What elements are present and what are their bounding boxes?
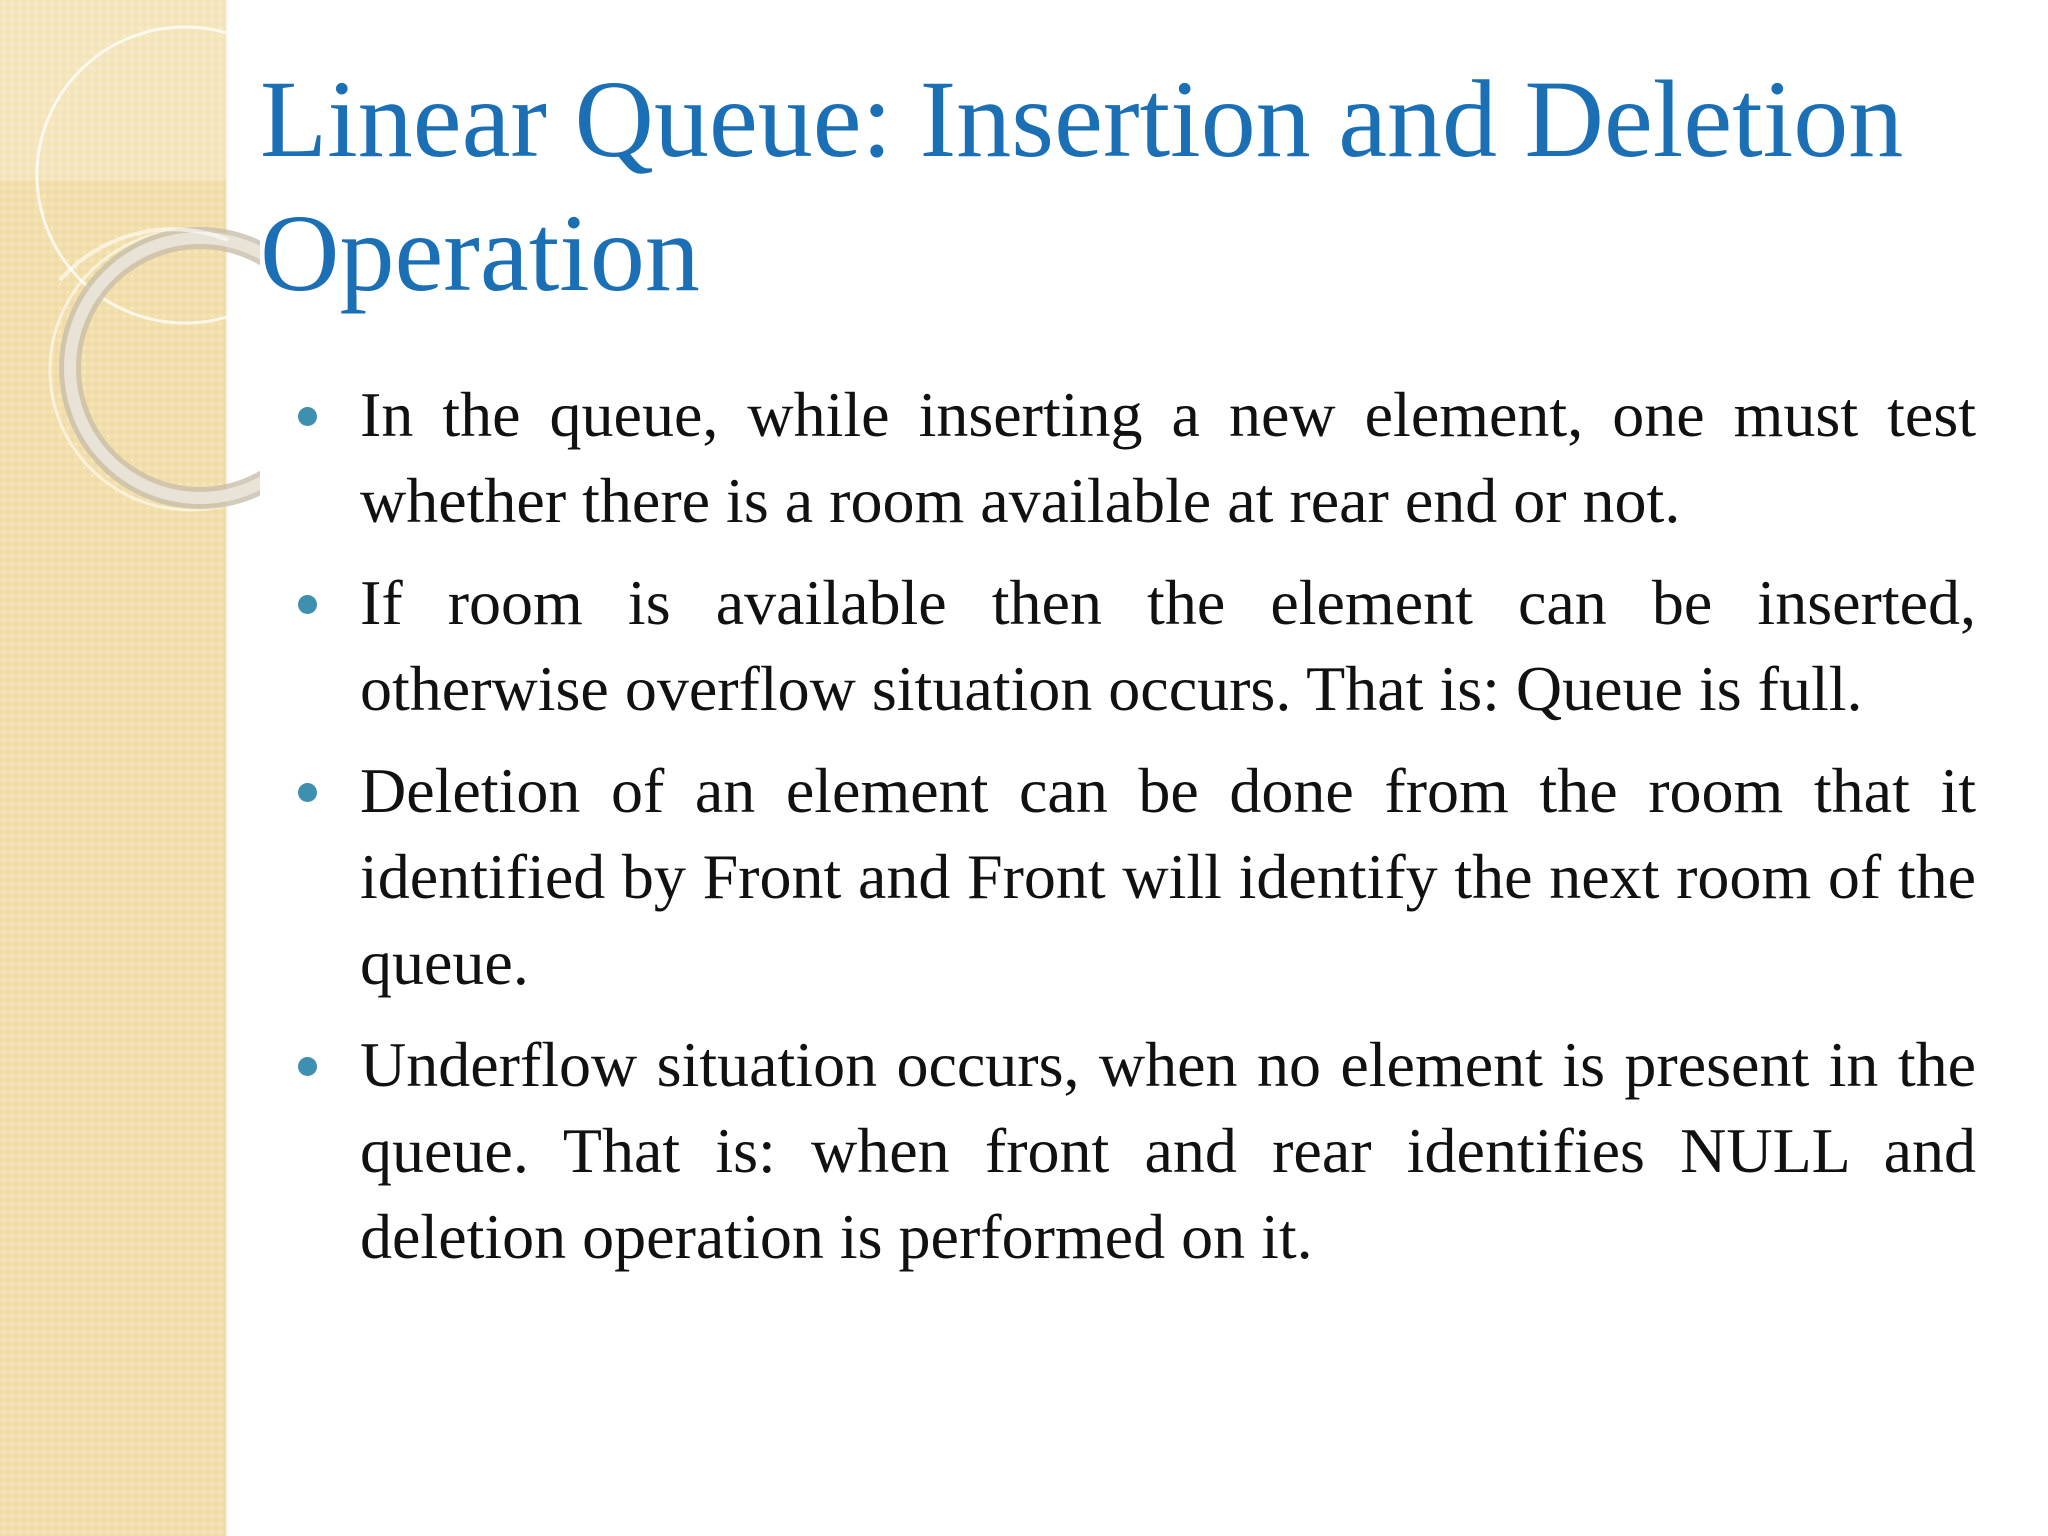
- bullet-dot-icon: [298, 1057, 317, 1076]
- bullet-item-underflow: [298, 1022, 1976, 1280]
- bullet-list: [298, 372, 1976, 1296]
- slide-title: Linear Queue: Insertion and Deletion Operation: [260, 58, 1904, 314]
- bullet-text: If room is available then the element can be inserted, otherwise overflow situation occurs. That is: Queue is full.: [360, 567, 1976, 724]
- bullet-text: Underflow situation occurs, when no element is present in the queue. That is: when front and rear identifies NULL and deletion operation is performed on it.: [360, 1029, 1976, 1272]
- bullet-dot-icon: [298, 407, 317, 426]
- bullet-dot-icon: [298, 595, 317, 614]
- bullet-text: In the queue, while inserting a new element, one must test whether there is a room available at rear end or not.: [360, 379, 1976, 536]
- decorative-circles: [0, 0, 260, 520]
- bullet-item-insertion-check: [298, 372, 1976, 544]
- bullet-text: Deletion of an element can be done from the room that it identified by Front and Front will identify the next room of the queue.: [360, 755, 1976, 998]
- bullet-dot-icon: [298, 783, 317, 802]
- bullet-item-overflow: [298, 560, 1976, 732]
- bullet-item-deletion: [298, 748, 1976, 1006]
